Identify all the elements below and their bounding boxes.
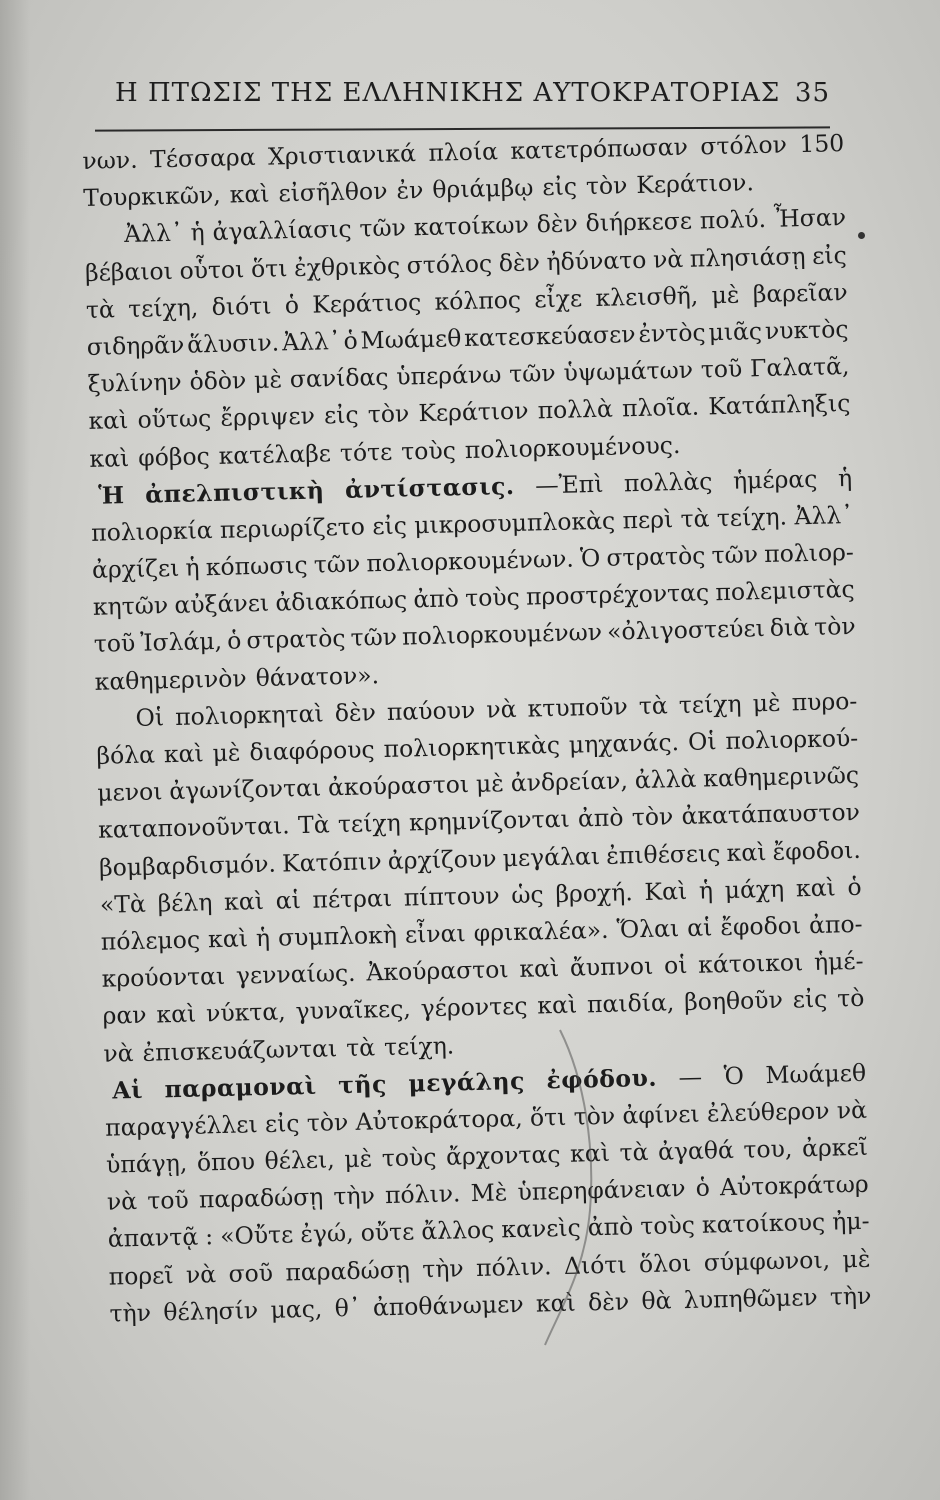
word: βομβαρδισμόν. bbox=[98, 849, 277, 882]
word: γέροντες bbox=[420, 992, 528, 1023]
word: τὸ bbox=[836, 984, 865, 1013]
word: λυπηθῶμεν bbox=[683, 1282, 818, 1314]
word: περὶ bbox=[622, 505, 674, 535]
word: καταπονοῦνται. bbox=[97, 811, 291, 845]
word: Ὁ bbox=[723, 1061, 745, 1090]
word: Αὐτοκράτωρ bbox=[719, 1170, 870, 1202]
word: καθημερινῶς bbox=[702, 761, 860, 793]
word: βέλη bbox=[157, 887, 213, 918]
word: ἐπιθέσεις bbox=[605, 838, 721, 870]
word: μὲ bbox=[711, 280, 740, 309]
word: τὸν bbox=[631, 802, 674, 832]
word: ἄυπνοι bbox=[569, 951, 654, 982]
word: κατοίκων bbox=[413, 210, 530, 242]
word: Ἀλλ᾿ bbox=[794, 500, 854, 531]
word: εἰς bbox=[811, 240, 848, 270]
word: οἱ bbox=[663, 951, 688, 980]
word: ὅλοι bbox=[638, 1248, 692, 1278]
word: σοῦ bbox=[228, 1258, 274, 1288]
word: ἀγαθά bbox=[657, 1135, 735, 1166]
word: μὲ bbox=[842, 1244, 871, 1274]
word: — bbox=[678, 1062, 703, 1091]
running-title: Η ΠΤΩΣΙΣ ΤΗΣ ΕΛΛΗΝΙΚΗΣ ΑΥΤΟΚΡΑΤΟΡΙΑΣ bbox=[115, 78, 781, 108]
word: σύμφωνοι, bbox=[703, 1245, 831, 1277]
word: νων. bbox=[82, 145, 138, 175]
word: πόλεμος bbox=[100, 925, 201, 956]
word: βοηθοῦν bbox=[683, 986, 784, 1017]
word: ὡς bbox=[510, 880, 544, 909]
word: πολιορκουμένων. bbox=[366, 544, 575, 578]
word: Ὅλαι bbox=[616, 914, 680, 944]
word: ἡ bbox=[837, 463, 853, 492]
word: ἔφοδοι. bbox=[772, 835, 862, 866]
word: Ἀκούραστοι bbox=[366, 955, 509, 987]
word: μιᾶς bbox=[708, 316, 763, 347]
word: βόλα bbox=[96, 740, 156, 770]
word: τὸν bbox=[813, 612, 856, 642]
word: ἠδύνατο bbox=[546, 245, 647, 276]
word: φρικαλέα». bbox=[473, 915, 609, 947]
word: ἀγαλλίασις bbox=[212, 215, 352, 247]
word: πέτραι bbox=[312, 883, 393, 914]
word: —Ἐπὶ bbox=[534, 469, 604, 500]
word: κλεισθῆ, bbox=[595, 281, 699, 312]
word: καὶ bbox=[163, 739, 204, 769]
word: Γαλατᾶ, bbox=[749, 352, 850, 383]
word: ἀπὸ bbox=[413, 584, 460, 614]
word: μεγάλαι bbox=[502, 841, 601, 872]
word: μικροσυμπλοκὰς bbox=[413, 506, 616, 540]
word: ἐν bbox=[396, 176, 424, 205]
word: καὶ bbox=[88, 406, 129, 436]
word: ἀλλὰ bbox=[634, 764, 697, 795]
word: θὰ bbox=[641, 1286, 672, 1315]
word: κόλπος bbox=[434, 285, 522, 316]
word: ἀρχίζουν bbox=[387, 844, 497, 875]
word: ραν bbox=[102, 1001, 147, 1031]
word: τὰ bbox=[345, 1032, 376, 1062]
word: πολιορκουμένους. bbox=[464, 430, 681, 464]
word: κατοίκους bbox=[701, 1208, 826, 1240]
word: παύουν bbox=[386, 695, 476, 726]
word: κρημνίζονται bbox=[408, 805, 570, 837]
word: τοῦ bbox=[700, 354, 743, 384]
word: καὶ bbox=[726, 837, 767, 867]
word: ὑπερηφάνειαν bbox=[517, 1174, 686, 1207]
word: κανεὶς bbox=[501, 1213, 582, 1244]
word: οὔτε bbox=[360, 1217, 415, 1248]
word: κητῶν bbox=[92, 591, 169, 622]
word: Μωάμεθ bbox=[360, 324, 462, 355]
word: παραδώσῃ bbox=[285, 1255, 411, 1287]
word: ὁ bbox=[695, 1173, 711, 1203]
word: μενοι bbox=[96, 777, 163, 808]
word: πολιορκία bbox=[90, 515, 213, 547]
word: ξυλίνην bbox=[87, 367, 182, 399]
word: εἰς bbox=[323, 400, 359, 430]
word: νὰ bbox=[486, 694, 517, 724]
word: ἠμ- bbox=[831, 1207, 870, 1237]
word: πολιορκηταὶ bbox=[174, 699, 324, 731]
word: δὲν bbox=[587, 1287, 630, 1317]
word: γενναίως. bbox=[235, 958, 356, 990]
word: Οἱ bbox=[135, 703, 165, 732]
word: καθημερινὸν bbox=[94, 663, 247, 696]
word: τοὺς bbox=[639, 1211, 696, 1241]
word: Καὶ bbox=[644, 876, 688, 906]
word: τὴν bbox=[109, 1298, 152, 1328]
word: ἀπὸ bbox=[587, 1212, 634, 1242]
word: καὶ bbox=[156, 999, 197, 1029]
word: τὰ bbox=[85, 295, 116, 324]
word: πολύ. bbox=[699, 205, 767, 235]
word: πλοῖα. bbox=[621, 392, 700, 423]
word: εἰς bbox=[792, 984, 828, 1014]
word: Ὁ bbox=[579, 543, 601, 573]
word: «Οὔτε bbox=[219, 1220, 294, 1251]
word: καὶ bbox=[569, 1138, 611, 1168]
word: διαφόρους bbox=[249, 735, 375, 767]
word: τοὺς bbox=[464, 583, 521, 613]
word: τοῦ bbox=[146, 1186, 190, 1216]
word: τοὺς bbox=[400, 435, 457, 466]
word: Μὲ bbox=[470, 1178, 508, 1208]
word: πόλιν. bbox=[384, 1179, 461, 1210]
word: εἰς bbox=[542, 172, 578, 202]
word: διήρκεσε bbox=[585, 207, 693, 238]
word: ὅπου bbox=[196, 1147, 256, 1177]
word: οὕτως bbox=[137, 404, 212, 435]
word: εἰς bbox=[264, 1109, 300, 1138]
word: 150 bbox=[799, 129, 845, 159]
word: τῶν bbox=[508, 359, 556, 389]
word: παραγγέλλει bbox=[104, 1110, 258, 1142]
word: ἐντὸς bbox=[638, 318, 706, 348]
word: Κατόπιν bbox=[281, 846, 382, 878]
word: θάνατον». bbox=[255, 660, 380, 692]
word: ἐπισκευάζωνται bbox=[142, 1033, 338, 1067]
word: Ἰσλάμ, bbox=[140, 627, 223, 658]
word: τῶν bbox=[711, 540, 759, 570]
word: πλησιάσῃ bbox=[689, 241, 806, 273]
page-number: 35 bbox=[794, 78, 830, 108]
word: τὸν bbox=[306, 1107, 349, 1137]
word: αἱ bbox=[275, 885, 302, 915]
word: ἄρχοντας bbox=[445, 1140, 561, 1171]
word: Ἦσαν bbox=[773, 203, 847, 234]
word: ἔρριψεν bbox=[220, 401, 316, 433]
word: κατέλαβε bbox=[218, 438, 332, 470]
word: Κεράτιον bbox=[418, 396, 529, 428]
word: τείχη bbox=[678, 689, 742, 719]
word: στόλον bbox=[700, 130, 788, 161]
word: μὲ bbox=[752, 688, 781, 718]
word: εἰσῆλθον bbox=[278, 177, 388, 208]
word: καὶ bbox=[223, 886, 265, 916]
word: ἄλλος bbox=[421, 1216, 495, 1246]
word: Χριστιανικά bbox=[267, 139, 417, 171]
word: Τουρκικῶν, bbox=[82, 180, 222, 213]
word: πορεῖ bbox=[108, 1260, 174, 1291]
word: νὰ bbox=[103, 1038, 134, 1068]
word: ἀδιακόπως bbox=[275, 585, 408, 617]
word: ὑπάγῃ, bbox=[105, 1148, 188, 1179]
word: ὅτι bbox=[250, 253, 288, 283]
word: περιωρίζετο bbox=[219, 512, 366, 544]
word: δὲν bbox=[334, 698, 377, 728]
word: αἱ bbox=[686, 913, 713, 942]
word: βαρεῖαν bbox=[752, 277, 848, 308]
word: πολεμιστὰς bbox=[715, 575, 855, 607]
section-heading-word: ἀπελπιστικὴ bbox=[144, 476, 325, 509]
word: «ὀλιγοστεύει bbox=[606, 614, 766, 647]
word: μὲ bbox=[253, 365, 283, 395]
word: δὲν bbox=[536, 209, 579, 239]
word: πολιορκητικὰς bbox=[383, 730, 561, 764]
word: οὗτοι bbox=[179, 254, 245, 285]
word: ὑψωμάτων bbox=[563, 355, 694, 387]
word: πολιορ- bbox=[763, 537, 855, 569]
word: Τὰ bbox=[297, 810, 330, 840]
word: Διότι bbox=[563, 1250, 627, 1280]
word: πλοία bbox=[428, 137, 499, 167]
word: σιδηρᾶν bbox=[86, 330, 185, 361]
word: ἔφοδοι bbox=[720, 911, 802, 942]
word: νύκτα, bbox=[205, 997, 287, 1028]
word: παιδία, bbox=[586, 988, 675, 1019]
word: «Τὰ bbox=[99, 889, 147, 919]
word: εἶναι bbox=[404, 919, 466, 949]
word: διὰ bbox=[769, 613, 810, 643]
word: Οἱ bbox=[687, 727, 717, 756]
word: ὁ bbox=[226, 626, 242, 656]
word: τὰ bbox=[680, 504, 710, 533]
word: τείχη bbox=[337, 809, 402, 839]
word: βροχή. bbox=[555, 877, 634, 908]
word: ἀρκεῖ bbox=[801, 1132, 869, 1163]
word: εἶχε bbox=[534, 284, 583, 314]
section-heading-word: τῆς bbox=[337, 1069, 388, 1099]
word: ἀκατάπαυστον bbox=[681, 798, 861, 831]
word: πολιορκουμένων bbox=[401, 618, 603, 652]
word: θριάμβῳ bbox=[431, 173, 534, 204]
word: ἀπο- bbox=[808, 909, 863, 940]
word: κατεσκεύασεν bbox=[463, 319, 636, 352]
word: ὁ bbox=[847, 872, 862, 901]
word: τοῦ bbox=[93, 629, 136, 659]
word: ἀρχίζει bbox=[91, 553, 180, 584]
word: ἀπὸ bbox=[577, 803, 624, 833]
section-heading-word: παραμοναὶ bbox=[164, 1071, 317, 1104]
section-heading-word: Ἡ bbox=[97, 480, 125, 510]
word: καὶ bbox=[229, 179, 270, 209]
word: τὴν bbox=[333, 1181, 376, 1211]
word: καὶ bbox=[795, 873, 837, 903]
word: τὴν bbox=[829, 1281, 872, 1311]
word: πόλιν. bbox=[475, 1251, 552, 1282]
word: θ᾿ bbox=[334, 1293, 361, 1323]
word: Μωάμεθ bbox=[765, 1058, 867, 1089]
word: του, bbox=[743, 1134, 793, 1164]
word: Ἀλλ᾿ bbox=[281, 326, 341, 357]
word: γυναῖκες, bbox=[295, 994, 412, 1026]
word: ἀγωνίζονται bbox=[168, 773, 322, 806]
word: εἰς bbox=[371, 511, 408, 541]
word: : bbox=[204, 1222, 214, 1251]
section-heading-word: ἀντίστασις. bbox=[344, 471, 515, 504]
word: πολιορκού- bbox=[725, 723, 859, 756]
word: μηχανάς. bbox=[568, 728, 680, 759]
word: ἐγώ, bbox=[300, 1219, 354, 1249]
word: στρατὸς bbox=[246, 624, 346, 655]
word: τὴν bbox=[421, 1253, 464, 1283]
word: φόβος bbox=[137, 441, 211, 472]
word: τῶν bbox=[350, 623, 398, 653]
word: ὁ bbox=[343, 326, 359, 355]
word: τὰ bbox=[619, 1138, 649, 1167]
word: καὶ bbox=[89, 443, 130, 473]
word: θέλησίν bbox=[162, 1295, 259, 1327]
word: ὁ bbox=[284, 290, 300, 320]
word: ἀκούραστοι bbox=[327, 770, 470, 802]
word: Κεράτιον. bbox=[636, 168, 755, 200]
word: ἡμέ- bbox=[813, 946, 864, 977]
section-heading-word: ἐφόδου. bbox=[546, 1063, 658, 1095]
word: τῶν bbox=[313, 549, 361, 579]
word: τὸν bbox=[573, 1101, 616, 1131]
word: μάχη bbox=[724, 874, 785, 904]
word: διότι bbox=[211, 291, 272, 321]
word: ἅλυσιν. bbox=[186, 328, 280, 359]
word: καὶ bbox=[207, 924, 249, 954]
word: ὑπεράνω bbox=[395, 360, 502, 391]
section-heading-word: Αἱ bbox=[111, 1075, 144, 1105]
word: ἡ bbox=[698, 876, 714, 905]
word: τείχη, bbox=[127, 293, 199, 323]
word: ἡμέρας bbox=[732, 464, 818, 495]
word: κτυποῦν bbox=[527, 692, 629, 723]
word: καὶ bbox=[519, 954, 560, 984]
word: μὲ bbox=[343, 1144, 373, 1174]
word: ὅτι bbox=[529, 1102, 567, 1132]
word: Ἀλλ᾿ bbox=[123, 219, 183, 249]
word: αὐξάνει bbox=[174, 588, 270, 620]
word: Αὐτοκράτορα, bbox=[355, 1103, 523, 1136]
word: νυκτὸς bbox=[764, 314, 849, 345]
word: παραδώσῃ bbox=[198, 1182, 324, 1214]
word: νὰ bbox=[836, 1095, 868, 1125]
word: ἡ bbox=[185, 553, 200, 582]
word: τοὺς bbox=[381, 1142, 437, 1173]
word: νὰ bbox=[106, 1187, 138, 1216]
word: βέβαιοι bbox=[84, 256, 174, 287]
word: καὶ bbox=[537, 990, 578, 1020]
word: τείχη. bbox=[716, 502, 788, 533]
section-heading-word: μεγάλης bbox=[408, 1066, 526, 1098]
word: μας, bbox=[270, 1294, 323, 1324]
word: ἡ bbox=[255, 923, 271, 953]
word: ἀφίνει bbox=[622, 1099, 700, 1130]
word: πίπτουν bbox=[403, 881, 500, 912]
word: πολλὰ bbox=[537, 394, 614, 425]
word: θέλει, bbox=[264, 1145, 335, 1176]
word: πολλὰς bbox=[623, 466, 713, 498]
word: ὁδὸν bbox=[189, 366, 247, 396]
word: συμπλοκὴ bbox=[277, 920, 398, 952]
word: νὰ bbox=[652, 244, 684, 274]
word: ἀνδρείαν, bbox=[510, 766, 629, 798]
word: κάτοικοι bbox=[697, 948, 804, 979]
word: κρούονται bbox=[101, 961, 226, 993]
word: προστρέχοντας bbox=[525, 578, 710, 611]
word: σανίδας bbox=[289, 362, 389, 394]
word: τῶν bbox=[359, 213, 407, 243]
word: κόπωσις bbox=[205, 550, 308, 582]
word: ἀπαντᾷ bbox=[107, 1223, 199, 1254]
word: μὲ bbox=[212, 738, 241, 768]
word: μὲ bbox=[475, 769, 505, 799]
word: τὸν bbox=[367, 399, 410, 429]
word: ἡ bbox=[190, 218, 205, 247]
word: Κατάπληξις bbox=[707, 389, 851, 421]
word: τείχη. bbox=[383, 1030, 455, 1061]
word: στόλος bbox=[406, 248, 493, 279]
word: πυρο- bbox=[791, 686, 858, 717]
word: τὰ bbox=[638, 691, 669, 720]
word: Κεράτιος bbox=[311, 287, 422, 319]
word: ἀποθάνωμεν bbox=[372, 1289, 524, 1322]
word: τὸν bbox=[585, 171, 628, 201]
word: Τέσσαρα bbox=[149, 142, 256, 174]
word: στρατὸς bbox=[606, 541, 706, 572]
word: δὲν bbox=[498, 247, 541, 277]
word: τότε bbox=[339, 437, 393, 467]
word: νὰ bbox=[185, 1259, 217, 1289]
word: κατετρόπωσαν bbox=[510, 132, 689, 165]
word: ἐλεύθερον bbox=[706, 1096, 830, 1128]
word: καὶ bbox=[535, 1288, 577, 1318]
word: ἐχθρικὸς bbox=[293, 251, 401, 282]
pencil-stroke-path bbox=[545, 1030, 591, 1345]
